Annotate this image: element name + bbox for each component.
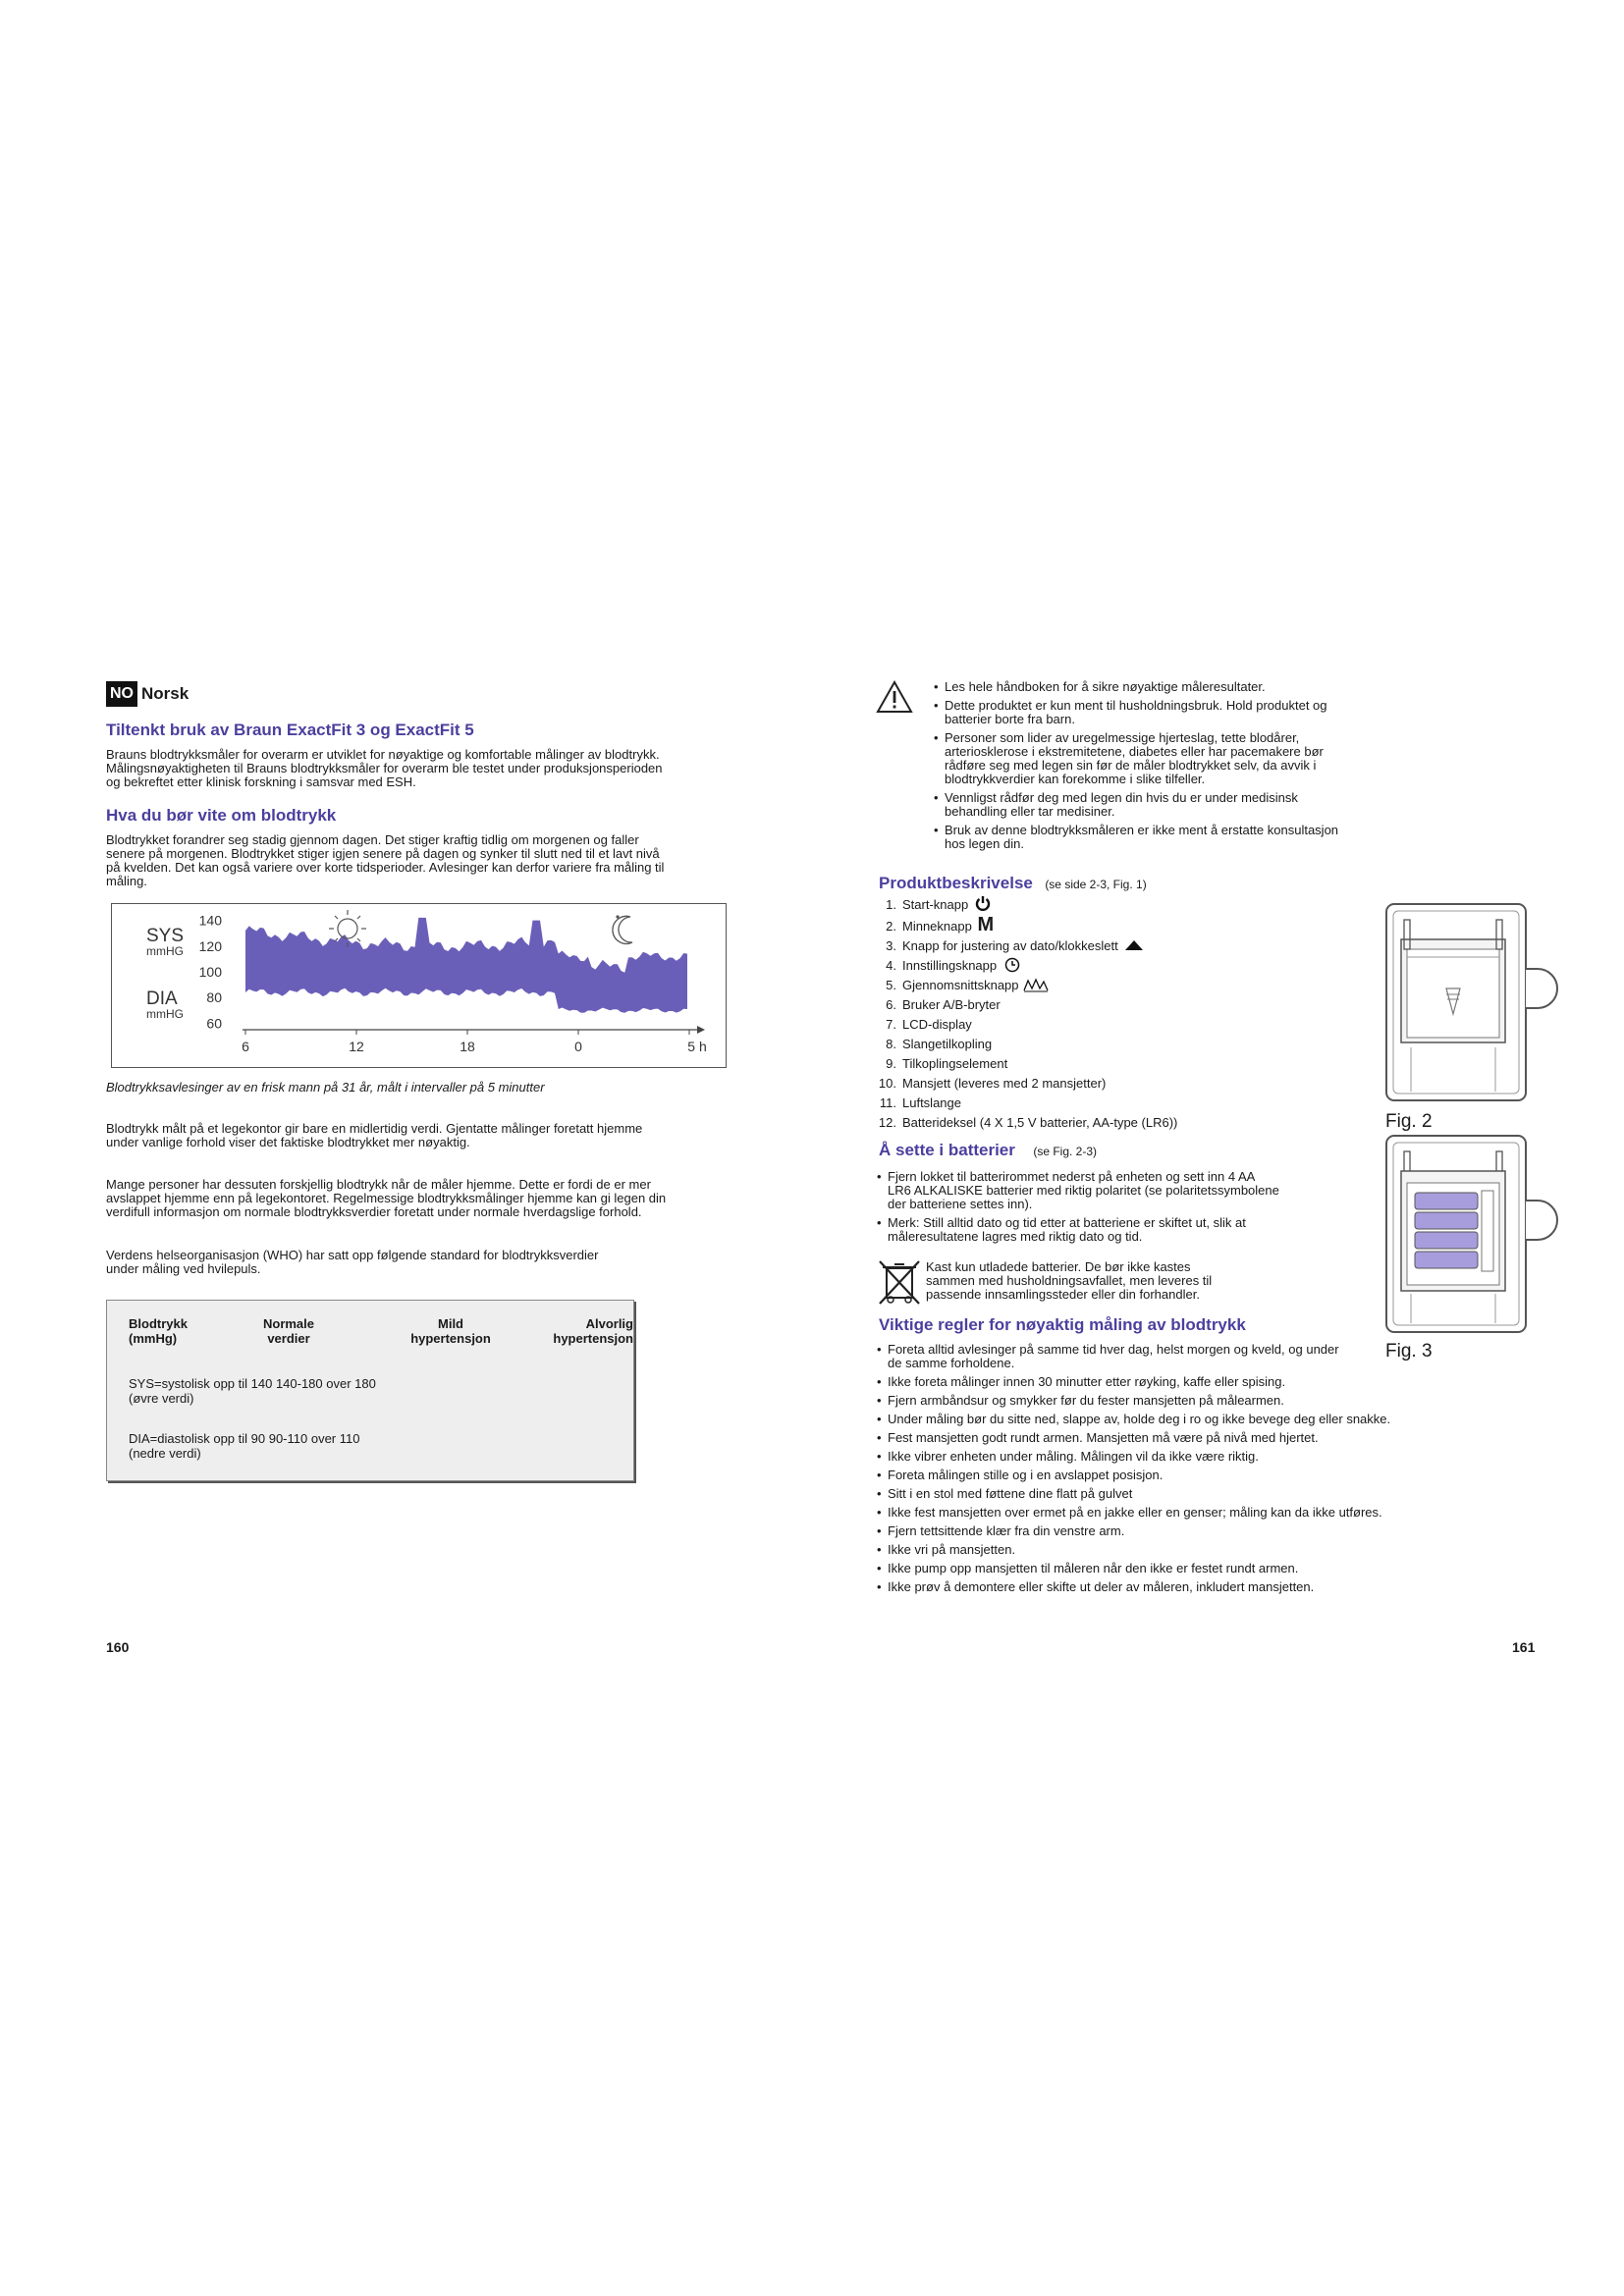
sys-unit: mmHG	[146, 944, 184, 958]
x-tick-label: 6	[242, 1039, 249, 1054]
language-code-badge: NO	[106, 681, 137, 707]
language-header	[106, 680, 189, 708]
who-text: Verdens helseorganisasjon (WHO) har satt opp følgende standard for blodtrykksverdier under måling ved hvilepuls.	[106, 1248, 599, 1276]
x-ticks	[242, 1030, 707, 1054]
bp-chart-frame	[111, 903, 727, 1068]
part-item: 8. Slangetilkopling	[886, 1037, 993, 1051]
product-description-heading: Produktbeskrivelse (se side 2-3, Fig. 1)	[879, 874, 1147, 892]
part-item: 11. Luftslange	[879, 1095, 961, 1110]
x-tick-label: 18	[460, 1039, 475, 1054]
home-measurement-text: Mange personer har dessuten forskjellig blodtrykk når de måler hjemme. Dette er fordi de er mer avslappet hjemme enn på legekontoret. Regelmessige blodtrykksmålinger hjemme kan gi legen din verdifull informasjon om normale blodtrykksverdier foretatt under normale hverdagslige forhold.	[106, 1177, 667, 1219]
clock-icon	[1004, 957, 1020, 973]
battery-item: • Merk: Still alltid dato og tid etter at batteriene er skiftet ut, slik at måleresultatene lagres med riktig dato og tid.	[877, 1216, 1280, 1244]
crossed-bin-icon	[877, 1258, 922, 1306]
warning-item: • Vennligst rådfør deg med legen din hvis du er under medisinsk behandling eller tar medisiner.	[934, 791, 1356, 819]
x-tick-label: 12	[349, 1039, 364, 1054]
rule-item: • Under måling bør du sitte ned, slappe av, holde deg i ro og ikke bevege deg eller snakke.	[877, 1413, 1564, 1426]
page-number-left: 160	[106, 1639, 130, 1655]
part-item: 5. Gjennomsnittsknapp	[873, 976, 1285, 995]
warning-triangle-icon	[876, 680, 913, 714]
bp-info-heading: Hva du bør vite om blodtrykk	[106, 806, 337, 825]
office-vs-home-text: Blodtrykk målt på et legekontor gir bare en midlertidig verdi. Gjentatte målinger foretatt hjemme under vanlige forhold viser det faktiske blodtrykket mer nøyaktig.	[106, 1121, 643, 1149]
y-ticks	[199, 913, 223, 1032]
rule-item: • Ikke foreta målinger innen 30 minutter etter røyking, kaffe eller spising.	[877, 1375, 1564, 1389]
blood-pressure-band	[245, 918, 687, 1013]
part-item: 1. Start-knapp	[873, 895, 1285, 915]
who-table	[106, 1300, 634, 1481]
warnings-list	[934, 680, 1356, 856]
battery-item: • Fjern lokket til batterirommet nederst på enheten og sett inn 4 AA LR6 ALKALISKE batterier med riktig polaritet (se polaritetssymbolene der batteriene settes inn).	[877, 1170, 1280, 1211]
part-item: 4. Innstillingsknapp	[873, 956, 1285, 976]
table-header-bp: Blodtrykk (mmHg)	[129, 1316, 188, 1346]
y-tick-label: 60	[206, 1015, 222, 1032]
moon-icon	[613, 915, 632, 943]
bp-chart	[112, 904, 725, 1066]
rule-item: • Ikke prøv å demontere eller skifte ut deler av måleren, inkludert mansjetten.	[877, 1580, 1564, 1594]
fig3-label: Fig. 3	[1385, 1341, 1433, 1362]
language-name: Norsk	[141, 684, 189, 703]
battery-heading: Å sette i batterier (se Fig. 2-3)	[879, 1141, 1098, 1159]
dia-label: DIA	[146, 988, 178, 1009]
battery-instructions	[877, 1170, 1289, 1249]
x-tick-label: 5 h	[687, 1039, 707, 1054]
y-tick-label: 100	[198, 964, 222, 980]
part-item: 12. Batterideksel (4 X 1,5 V batterier, AA-type (LR6))	[878, 1115, 1178, 1130]
warning-item: • Les hele håndboken for å sikre nøyaktige måleresultater.	[934, 680, 1356, 694]
intended-use-text: Brauns blodtrykksmåler for overarm er utviklet for nøyaktige og komfortable målinger av blodtrykk. Målingsnøyaktigheten til Brauns blodtrykksmåler for overarm ble testet under produksjonsperioden og bekreftet etter klinisk forskning i samsvar med ESH.	[106, 747, 663, 789]
triangle-up-icon	[1125, 940, 1143, 950]
table-header-normal: Normale verdier	[262, 1316, 315, 1346]
part-item: 6. Bruker A/B-bryter	[886, 997, 1001, 1012]
average-icon	[1023, 977, 1049, 992]
rule-item: • Ikke fest mansjetten over ermet på en jakke eller en genser; måling kan da ikke utføres.	[877, 1506, 1564, 1520]
part-item: 10. Mansjett (leveres med 2 mansjetter)	[878, 1076, 1107, 1091]
warning-item: • Dette produktet er kun ment til husholdningsbruk. Hold produktet og batterier borte fra barn.	[934, 699, 1356, 726]
x-tick-label: 0	[574, 1039, 582, 1054]
chart-caption: Blodtrykksavlesinger av en frisk mann på 31 år, målt i intervaller på 5 minutter	[106, 1080, 545, 1095]
rule-item: • Fjern armbåndsur og smykker før du fester mansjetten på målearmen.	[877, 1394, 1564, 1408]
rule-item: • Fjern tettsittende klær fra din venstre arm.	[877, 1524, 1564, 1538]
x-axis-arrow	[697, 1026, 705, 1034]
table-header-mild: Mild hypertensjon	[410, 1316, 491, 1346]
rule-item: • Fest mansjetten godt rundt armen. Mansjetten må være på nivå med hjertet.	[877, 1431, 1564, 1445]
dia-unit: mmHG	[146, 1007, 184, 1021]
part-item: 2. Minneknapp M	[886, 914, 995, 935]
rule-item: • Ikke vri på mansjetten.	[877, 1543, 1564, 1557]
product-parts-list	[873, 895, 1285, 1133]
warning-item: • Bruk av denne blodtrykksmåleren er ikke ment å erstatte konsultasjon hos legen din.	[934, 824, 1356, 851]
rule-item: • Sitt i en stol med føttene dine flatt på gulvet	[877, 1487, 1564, 1501]
table-header-severe: Alvorlig hypertensjon	[553, 1316, 633, 1346]
warning-item: • Personer som lider av uregelmessige hjerteslag, tette blodårer, arteriosklerose i ekstremitetene, diabetes eller har pacemakere bør rådføre seg med legen sin før de måler blodtrykket selv, da avvik i blodtrykkverdier kan forekomme i slike tilfeller.	[934, 731, 1356, 786]
power-icon	[975, 895, 991, 911]
part-item: 9. Tilkoplingselement	[886, 1056, 1008, 1071]
rule-item: • Ikke vibrer enheten under måling. Målingen vil da ikke være riktig.	[877, 1450, 1564, 1464]
device-diagram-fig3	[1381, 1132, 1558, 1338]
intended-use-heading: Tiltenkt bruk av Braun ExactFit 3 og ExactFit 5	[106, 721, 474, 739]
disposal-text: Kast kun utladede batterier. De bør ikke kastes sammen med husholdningsavfallet, men leveres til passende innsamlingssteder eller din forhandler.	[926, 1259, 1213, 1302]
page-number-right: 161	[1512, 1639, 1536, 1655]
fig2-label: Fig. 2	[1385, 1111, 1433, 1132]
table-row-dia: DIA=diastolisk opp til 90 90-110 over 110 (nedre verdi)	[129, 1431, 360, 1461]
table-row-sys: SYS=systolisk opp til 140 140-180 over 180 (øvre verdi)	[129, 1376, 376, 1406]
right-page	[812, 0, 1624, 2296]
part-item: 3. Knapp for justering av dato/klokkeslett	[873, 936, 1285, 956]
rule-item: • Ikke pump opp mansjetten til måleren når den ikke er festet rundt armen.	[877, 1562, 1564, 1575]
rules-list	[877, 1343, 1564, 1599]
sys-label: SYS	[146, 926, 185, 946]
y-tick-label: 140	[198, 912, 222, 929]
memory-m-icon: M	[977, 914, 995, 935]
y-tick-label: 120	[198, 937, 222, 954]
y-tick-label: 80	[206, 989, 222, 1006]
rule-item: • Foreta alltid avlesinger på samme tid hver dag, helst morgen og kveld, og under de samme forholdene.	[877, 1343, 1339, 1370]
part-item: 7. LCD-display	[886, 1017, 972, 1032]
rules-heading: Viktige regler for nøyaktig måling av blodtrykk	[879, 1315, 1246, 1334]
bp-info-text: Blodtrykket forandrer seg stadig gjennom dagen. Det stiger kraftig tidlig om morgenen og faller senere på morgenen. Blodtrykket stiger igjen senere på dagen og synker til slutt ned til et lavt nivå på kvelden. Det kan også variere over korte tidsperioder. Avlesinger kan derfor variere fra måling til måling.	[106, 832, 665, 888]
rule-item: • Foreta målingen stille og i en avslappet posisjon.	[877, 1468, 1564, 1482]
device-diagram-fig2	[1381, 900, 1558, 1106]
